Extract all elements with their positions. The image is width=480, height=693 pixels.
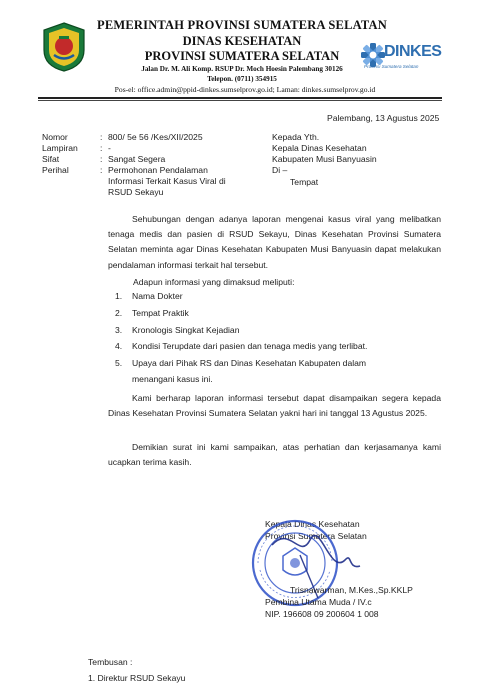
letter-date: Palembang, 13 Agustus 2025	[327, 113, 440, 123]
dinkes-logo-subtext: Provinsi Sumatera Selatan	[364, 64, 419, 69]
recipient-title: Kepala Dinas Kesehatan	[272, 143, 367, 153]
perihal-line-3: RSUD Sekayu	[108, 187, 164, 197]
list-item-text: menangani kasus ini.	[132, 374, 213, 384]
letterhead-phone: Telepon. (0711) 354915	[207, 75, 277, 83]
lampiran-label: Lampiran	[42, 143, 78, 153]
list-item-number: 3.	[115, 325, 123, 335]
sifat-colon: :	[100, 154, 103, 164]
lampiran-colon: :	[100, 143, 103, 153]
letterhead-address: Jalan Dr. M. Ali Komp. RSUP Dr. Moch Hoesin Palembang 30126	[141, 65, 343, 73]
body-paragraph-2: Kami berharap laporan informasi tersebut dapat disampaikan segera kepada Dinas Kesehatan Provinsi Sumatera Selatan yakni hari ini tanggal 13 Agustus 2025.	[108, 393, 441, 419]
recipient-region: Kabupaten Musi Banyuasin	[272, 154, 377, 164]
provincial-emblem-logo	[42, 22, 86, 72]
letterhead-divider-thick	[38, 97, 442, 99]
dinkes-logo	[360, 40, 444, 74]
list-item-number: 1.	[115, 291, 123, 301]
perihal-colon: :	[100, 165, 103, 175]
recipient-greeting: Kepada Yth.	[272, 132, 320, 142]
recipient-di: Di –	[272, 165, 288, 175]
list-intro: Adapun informasi yang dimaksud meliputi:	[133, 277, 295, 287]
tembusan-item: 1. Direktur RSUD Sekayu	[88, 673, 186, 683]
letterhead-department-line: DINAS KESEHATAN	[182, 34, 302, 48]
perihal-line-1: Permohonan Pendalaman	[108, 165, 208, 175]
recipient-place: Tempat	[290, 177, 319, 187]
perihal-line-2: Informasi Terkait Kasus Viral di	[108, 176, 226, 186]
body-paragraph-3: Demikian surat ini kami sampaikan, atas perhatian dan kerjasamanya kami ucapkan terima kasih.	[108, 442, 441, 468]
letterhead-province-line: PROVINSI SUMATERA SELATAN	[144, 49, 340, 63]
tembusan-label: Tembusan :	[88, 657, 133, 667]
list-item-text: Kronologis Singkat Kejadian	[132, 325, 240, 335]
list-item-number: 4.	[115, 341, 123, 351]
nomor-colon: :	[100, 132, 103, 142]
nomor-label: Nomor	[42, 132, 68, 142]
list-item-text: Upaya dari Pihak RS dan Dinas Kesehatan Kabupaten dalam	[132, 358, 367, 368]
signatory-nip: NIP. 196608 09 200604 1 008	[265, 609, 379, 619]
dinkes-logo-text: DINKES	[384, 43, 442, 60]
perihal-label: Perihal	[42, 165, 69, 175]
signatory-name: Trisnawarman, M.Kes.,Sp.KKLP	[290, 585, 413, 595]
letterhead-divider-thin	[38, 100, 442, 101]
letterhead-email: Pos-el: office.admin@ppid-dinkes.sumselprov.go.id; Laman: dinkes.sumselprov.go.id	[114, 85, 376, 94]
sifat-value: Sangat Segera	[108, 154, 166, 164]
sifat-label: Sifat	[42, 154, 60, 164]
list-item-number: 2.	[115, 308, 123, 318]
nomor-value: 800/ 5e 56 /Kes/XII/2025	[108, 132, 203, 142]
list-item-text: Nama Dokter	[132, 291, 183, 301]
list-item-text: Kondisi Terupdate dari pasien dan tenaga medis yang terlibat.	[132, 341, 368, 351]
list-item-text: Tempat Praktik	[132, 308, 189, 318]
signature-title-2: Provinsi Sumatera Selatan	[265, 531, 367, 541]
signatory-rank: Pembina Utama Muda / IV.c	[265, 597, 372, 607]
list-item-number: 5.	[115, 358, 123, 368]
letterhead-government-line: PEMERINTAH PROVINSI SUMATERA SELATAN	[97, 18, 387, 32]
lampiran-value: -	[108, 143, 111, 153]
body-paragraph-1: Sehubungan dengan adanya laporan mengenai kasus viral yang melibatkan tenaga medis dan pasien di RSUD Sekayu, Dinas Kesehatan Provinsi Sumatera Selatan meminta agar Dinas Kesehatan Kabupaten Musi Banyuasin dapat melakukan pendalaman informasi terkait hal tersebut.	[108, 214, 441, 270]
signature-title-1: Kepala Dinas Kesehatan	[265, 519, 360, 529]
